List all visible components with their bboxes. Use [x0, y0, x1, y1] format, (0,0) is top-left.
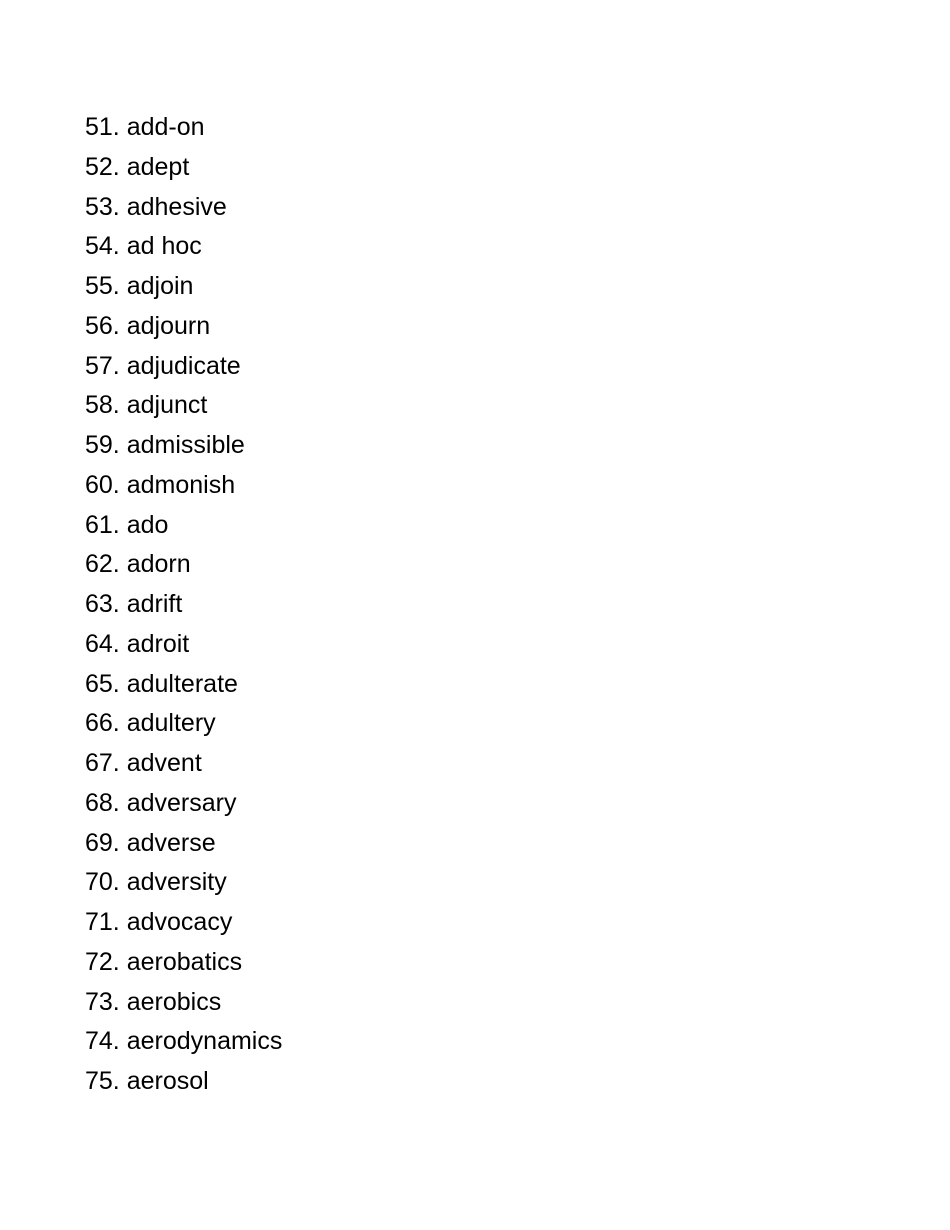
list-item	[85, 983, 282, 1023]
list-item	[85, 426, 282, 466]
list-item	[85, 307, 282, 347]
list-item	[85, 386, 282, 426]
item-word: adulterate	[126, 669, 238, 698]
item-number: 57.	[85, 351, 120, 380]
item-number: 51.	[85, 113, 120, 141]
item-word: adjoin	[126, 272, 194, 300]
item-word: aerodynamics	[126, 1027, 283, 1056]
item-number: 75.	[85, 1067, 120, 1095]
item-number: 53.	[85, 192, 120, 221]
item-word: adultery	[126, 709, 216, 738]
item-word: advocacy	[126, 908, 233, 936]
item-number: 73.	[85, 987, 120, 1016]
item-word: advent	[126, 749, 202, 777]
list-item	[85, 784, 282, 824]
item-word: adhesive	[126, 192, 227, 221]
item-word: adverse	[126, 828, 216, 857]
item-word: adroit	[126, 629, 190, 658]
list-item	[85, 744, 282, 784]
list-item	[85, 267, 282, 307]
list-item	[85, 1022, 282, 1062]
item-number: 66.	[85, 709, 120, 738]
item-number: 67.	[85, 749, 120, 777]
list-item	[85, 227, 282, 267]
item-number: 52.	[85, 152, 120, 181]
item-number: 69.	[85, 828, 120, 857]
item-number: 59.	[85, 431, 120, 459]
item-word: adorn	[126, 550, 191, 579]
item-word: ado	[126, 510, 169, 539]
item-number: 62.	[85, 550, 120, 579]
item-word: aerobatics	[126, 947, 243, 976]
list-item	[85, 347, 282, 387]
list-item	[85, 545, 282, 585]
list-item	[85, 108, 282, 148]
item-number: 63.	[85, 590, 120, 618]
list-item	[85, 704, 282, 744]
item-word: admissible	[126, 431, 245, 459]
item-number: 61.	[85, 510, 120, 539]
item-word: add-on	[126, 113, 205, 141]
item-word: admonish	[126, 470, 236, 499]
item-word: adversity	[126, 868, 227, 897]
item-number: 54.	[85, 232, 120, 261]
list-item	[85, 1062, 282, 1102]
list-item	[85, 466, 282, 506]
item-word: ad hoc	[126, 232, 202, 261]
item-word: adversary	[126, 788, 237, 817]
item-word: adjourn	[126, 311, 211, 340]
list-item	[85, 585, 282, 625]
item-number: 70.	[85, 868, 120, 897]
item-number: 71.	[85, 908, 120, 936]
item-number: 60.	[85, 470, 120, 499]
item-word: adept	[126, 152, 190, 181]
list-item	[85, 506, 282, 546]
list-item	[85, 824, 282, 864]
item-number: 65.	[85, 669, 120, 698]
item-word: adjudicate	[126, 351, 241, 380]
item-number: 55.	[85, 272, 120, 300]
item-number: 64.	[85, 629, 120, 658]
item-word: adrift	[126, 590, 183, 618]
list-item	[85, 863, 282, 903]
list-item	[85, 665, 282, 705]
list-item	[85, 903, 282, 943]
item-number: 56.	[85, 311, 120, 340]
item-number: 68.	[85, 788, 120, 817]
item-number: 72.	[85, 947, 120, 976]
item-number: 58.	[85, 391, 120, 420]
numbered-word-list	[85, 108, 282, 1102]
item-word: aerosol	[126, 1067, 209, 1095]
item-word: aerobics	[126, 987, 222, 1016]
item-word: adjunct	[126, 391, 208, 420]
list-item	[85, 625, 282, 665]
list-item	[85, 943, 282, 983]
item-number: 74.	[85, 1027, 120, 1056]
list-item	[85, 188, 282, 228]
list-item	[85, 148, 282, 188]
